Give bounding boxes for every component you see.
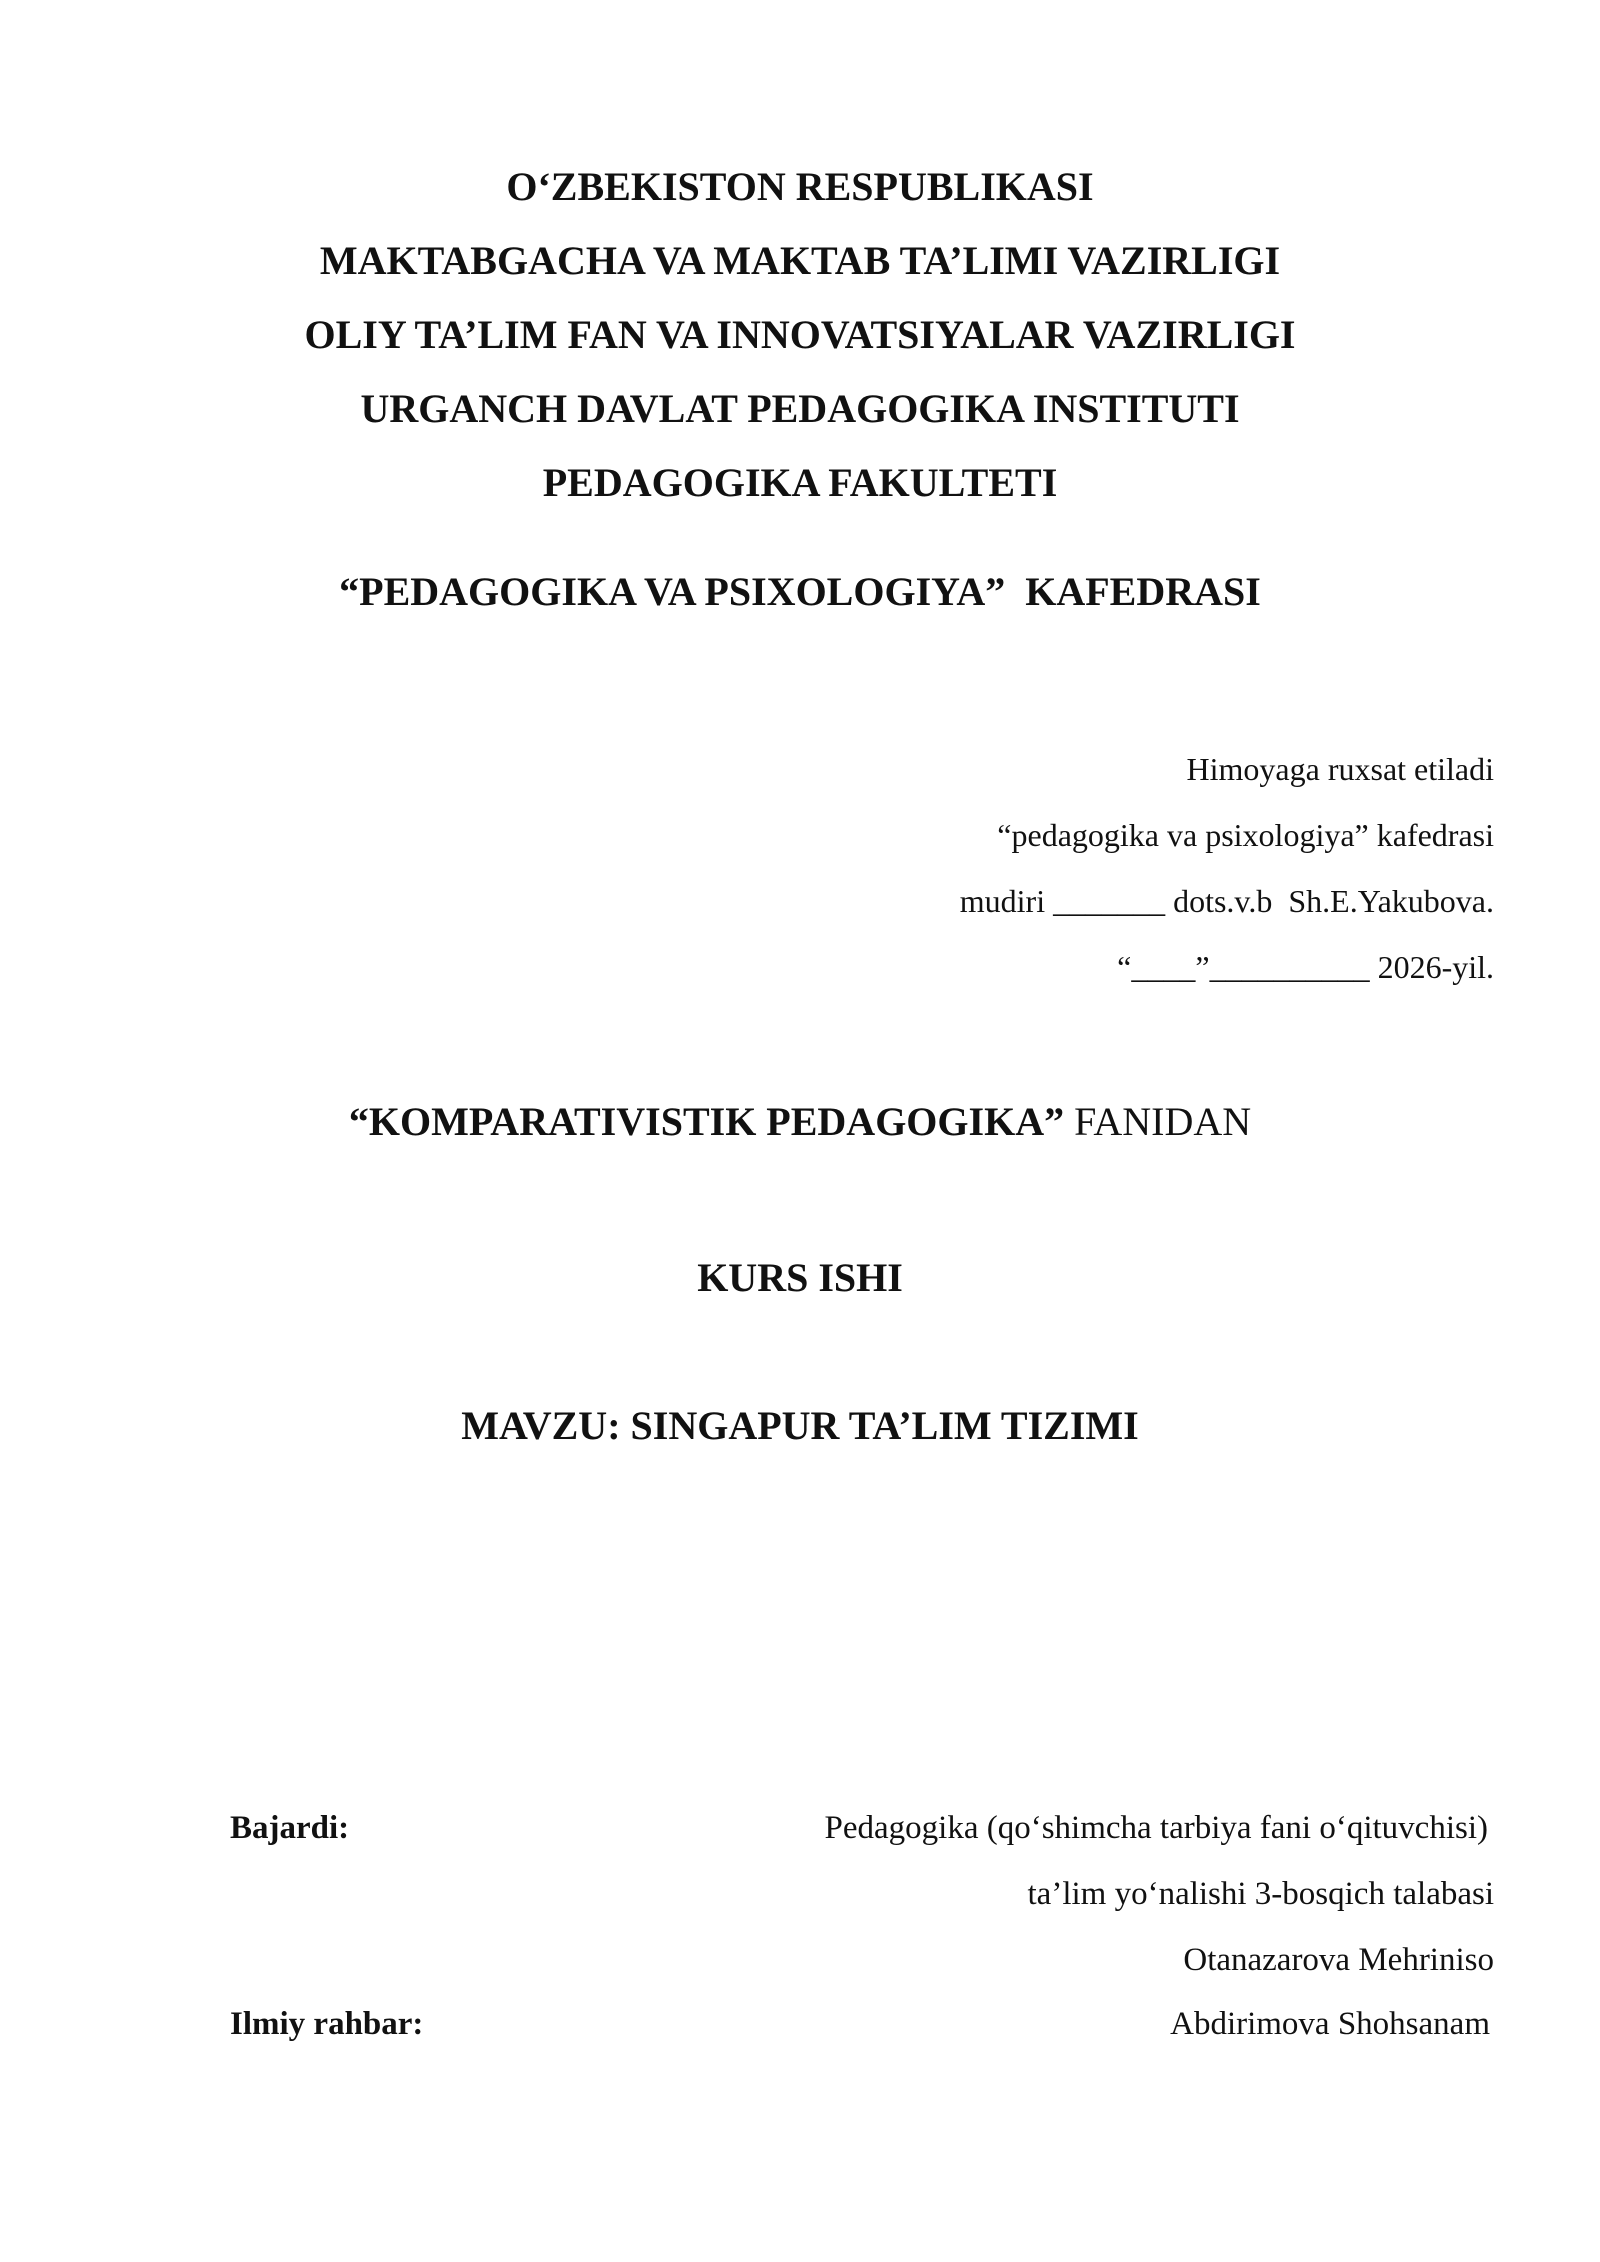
supervisor-label: Ilmiy rahbar: (230, 2006, 424, 2042)
faculty-line: PEDAGOGIKA FAKULTETI (542, 460, 1058, 505)
approval-block (960, 736, 1494, 1000)
institute-line: URGANCH DAVLAT PEDAGOGIKA INSTITUTI (360, 386, 1240, 431)
department-title: “PEDAGOGIKA VA PSIXOLOGIYA” KAFEDRASI (339, 569, 1261, 614)
institution-header (0, 150, 1600, 520)
performer-line: Pedagogika (qo‘shimcha tarbiya fani o‘qituvchisi) (824, 1810, 1488, 1846)
supervisor-name: Abdirimova Shohsanam (1170, 2006, 1490, 2042)
approval-date-line: “____”__________ 2026-yil. (1117, 949, 1494, 985)
topic-title: MAVZU: SINGAPUR TA’LIM TIZIMI (461, 1403, 1139, 1448)
performer-line: ta’lim yo‘nalishi 3-bosqich talabasi (1027, 1876, 1494, 1912)
country-line: O‘ZBEKISTON RESPUBLIKASI (506, 164, 1094, 209)
approval-line: “pedagogika va psixologiya” kafedrasi (997, 817, 1494, 853)
performer-name: Otanazarova Mehriniso (1183, 1942, 1494, 1978)
work-type-title: KURS ISHI (697, 1255, 903, 1300)
subject-suffix: FANIDAN (1064, 1099, 1252, 1144)
approval-line: Himoyaga ruxsat etiladi (1186, 751, 1494, 787)
ministry-preschool-line: MAKTABGACHA VA MAKTAB TA’LIMI VAZIRLIGI (319, 238, 1281, 283)
ministry-higher-education-line: OLIY TA’LIM FAN VA INNOVATSIYALAR VAZIRLIGI (304, 312, 1296, 357)
subject-name: “KOMPARATIVISTIK PEDAGOGIKA” (348, 1099, 1065, 1144)
performer-label: Bajardi: (230, 1810, 350, 1846)
approval-line: mudiri _______ dots.v.b Sh.E.Yakubova. (959, 883, 1494, 919)
subject-title (0, 1098, 1600, 1145)
